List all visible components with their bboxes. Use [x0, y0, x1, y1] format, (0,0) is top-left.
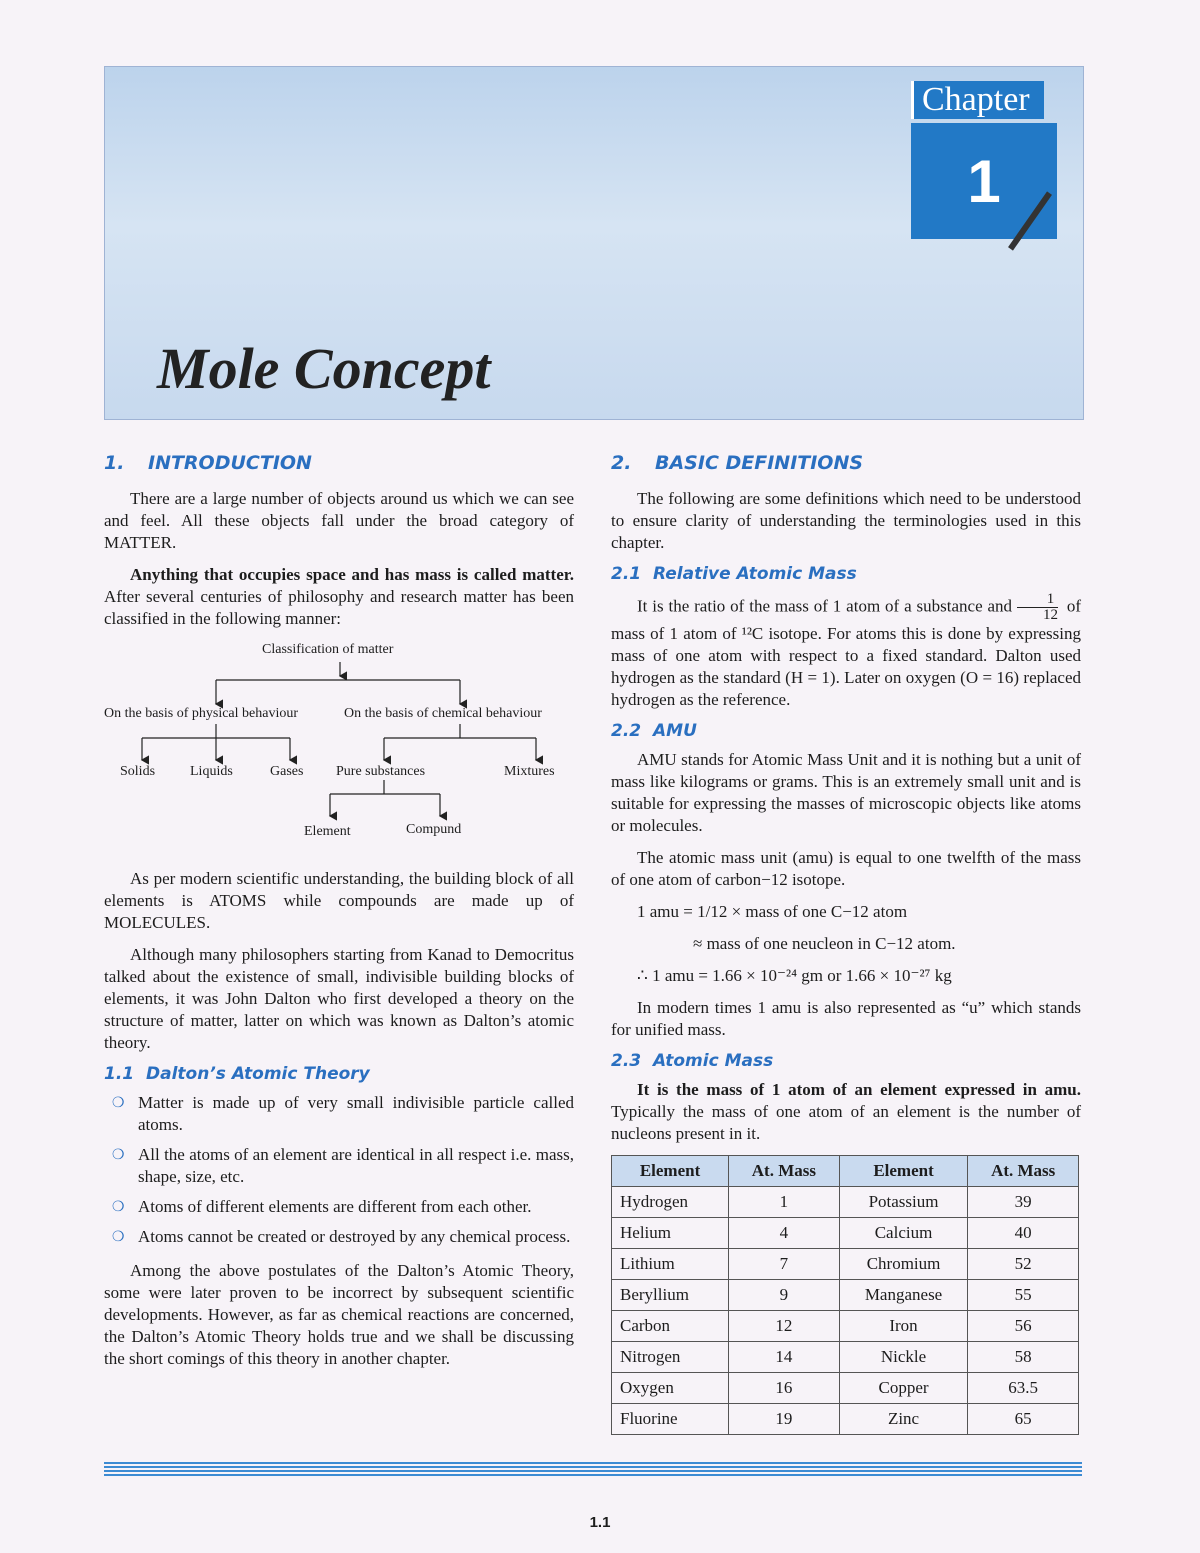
- section-number: 2.1: [611, 564, 642, 584]
- section-title: BASIC DEFINITIONS: [655, 452, 864, 474]
- intro-paragraph-4: Although many philosophers starting from Kanad to Democritus talked about the existence of small, indivisible building blocks of elements, it was John Dalton who first developed a theory on the structure of matter, latter on which was known as Dalton’s atomic theory.: [104, 945, 574, 1052]
- list-item: ❍ All the atoms of an element are identical in all respect i.e. mass, shape, size, etc.: [112, 1145, 574, 1186]
- relative-atomic-mass-paragraph: It is the ratio of the mass of 1 atom of a substance and $\frac{1}{12}$ of mass of 1 atom of ¹²C isotope. For atoms this is done by expressing mass of one atom with respect to a fixed standard. Dalton used hydrogen as the standard (H = 1). Later on oxygen (O = 16) replaced hydrogen as the reference.: [611, 591, 1082, 709]
- table-row: Oxygen 16 Copper 63.5: [612, 1373, 1079, 1404]
- section-number: 2.: [611, 452, 632, 474]
- amu-paragraph-1: AMU stands for Atomic Mass Unit and it is nothing but a unit of mass like kilograms or grams. This is an extremely small unit and is suitable for expressing the masses of microscopic objects like atoms or molecules.: [611, 750, 1081, 835]
- table-row: Carbon 12 Iron 56: [612, 1311, 1079, 1342]
- diagram-root: Classification of matter: [262, 642, 394, 657]
- section-heading-introduction: [104, 452, 574, 474]
- diagram-pure-substances: Pure substances: [336, 764, 426, 779]
- intro-paragraph-1: There are a large number of objects around us which we can see and feel. All these objects fall under the broad category of MATTER.: [104, 489, 574, 552]
- list-item: ❍ Atoms cannot be created or destroyed by any chemical process.: [112, 1227, 571, 1246]
- section-number: 1.: [104, 452, 125, 474]
- diagram-chemical: On the basis of chemical behaviour: [344, 706, 542, 721]
- table-header: Element: [612, 1156, 729, 1187]
- table-row: Helium 4 Calcium 40: [612, 1218, 1079, 1249]
- table-header-row: [612, 1156, 1079, 1187]
- matter-definition: Anything that occupies space and has mass is called matter.: [130, 565, 574, 584]
- table-header: Element: [839, 1156, 968, 1187]
- section-number: 2.3: [611, 1051, 642, 1071]
- chapter-number: 1: [911, 123, 1057, 239]
- section-heading-basic-definitions: [611, 452, 1081, 474]
- intro-paragraph-2-rest: After several centuries of philosophy and research matter has been classified in the following manner:: [104, 587, 574, 628]
- classification-diagram: [104, 640, 574, 852]
- diagram-physical: On the basis of physical behaviour: [104, 706, 299, 721]
- list-item: ❍ Matter is made up of very small indivisible particle called atoms.: [112, 1093, 574, 1134]
- fraction-one-twelfth: $\frac{1}{12}$: [1017, 592, 1058, 623]
- diagram-mixtures: Mixtures: [504, 764, 555, 779]
- diagram-compound: Compund: [406, 822, 462, 837]
- intro-paragraph-2: [104, 564, 574, 630]
- chapter-label: Chapter: [911, 81, 1044, 119]
- table-row: Nitrogen 14 Nickle 58: [612, 1342, 1079, 1373]
- diagram-gases: Gases: [270, 764, 304, 779]
- atomic-mass-definition: It is the mass of 1 atom of an element expressed in amu.: [637, 1080, 1081, 1099]
- atomic-mass-paragraph: It is the mass of 1 atom of an element expressed in amu. Typically the mass of one atom of an element is the number of nucleons present in it.: [611, 1080, 1081, 1143]
- section-heading-relative-atomic-mass: [611, 564, 1081, 584]
- table-row: Hydrogen 1 Potassium 39: [612, 1187, 1079, 1218]
- section-title: Dalton’s Atomic Theory: [146, 1064, 370, 1084]
- basic-intro-paragraph: The following are some definitions which need to be understood to ensure clarity of understanding the terminologies used in this chapter.: [611, 489, 1081, 552]
- section-number: 1.1: [104, 1064, 135, 1084]
- page-number: 1.1: [589, 1514, 611, 1531]
- section-heading-dalton: [104, 1064, 574, 1084]
- footer-rule: [104, 1462, 1082, 1476]
- chapter-title: Mole Concept: [157, 336, 491, 401]
- section-title: Atomic Mass: [653, 1051, 774, 1071]
- section-title: AMU: [653, 721, 697, 741]
- section-heading-amu: [611, 721, 1081, 741]
- section-title: INTRODUCTION: [148, 452, 312, 474]
- diagram-solids: Solids: [120, 764, 156, 779]
- table-header: At. Mass: [968, 1156, 1079, 1187]
- section-number: 2.2: [611, 721, 642, 741]
- section-heading-atomic-mass: [611, 1051, 1081, 1071]
- diagram-liquids: Liquids: [190, 764, 233, 779]
- list-item: ❍ Atoms of different elements are different from each other.: [112, 1197, 532, 1216]
- amu-paragraph-3: In modern times 1 amu is also represented as “u” which stands for unified mass.: [611, 998, 1081, 1039]
- table-row: Beryllium 9 Manganese 55: [612, 1280, 1079, 1311]
- chapter-banner: [104, 66, 1084, 420]
- circle-bullet-icon: ❍: [112, 1147, 125, 1163]
- intro-paragraph-3: As per modern scientific understanding, the building block of all elements is ATOMS while compounds are made up of MOLECULES.: [104, 869, 574, 932]
- section-title: Relative Atomic Mass: [653, 564, 857, 584]
- table-row: Lithium 7 Chromium 52: [612, 1249, 1079, 1280]
- circle-bullet-icon: ❍: [112, 1229, 125, 1245]
- table-row: Fluorine 19 Zinc 65: [612, 1404, 1079, 1435]
- amu-paragraph-2: The atomic mass unit (amu) is equal to one twelfth of the mass of one atom of carbon−12 isotope.: [611, 848, 1081, 889]
- amu-equation-2: ≈ mass of one neucleon in C−12 atom.: [693, 934, 956, 953]
- table-header: At. Mass: [729, 1156, 840, 1187]
- atomic-mass-table: [611, 1155, 1079, 1435]
- classification-connectors: [104, 640, 574, 852]
- right-column: [611, 452, 1081, 1435]
- amu-equation-1: 1 amu = 1/12 × mass of one C−12 atom: [637, 902, 908, 921]
- dalton-postulates: [104, 1092, 574, 1248]
- circle-bullet-icon: ❍: [112, 1199, 125, 1215]
- left-column: [104, 452, 574, 1380]
- dalton-closing-paragraph: Among the above postulates of the Dalton’s Atomic Theory, some were later proven to be incorrect by subsequent scientific developments. However, as far as chemical reactions are concerned, the Dalton’s Atomic Theory holds true and we shall be discussing the short comings of this theory in another chapter.: [104, 1261, 574, 1368]
- amu-equation-3: ∴ 1 amu = 1.66 × 10⁻²⁴ gm or 1.66 × 10⁻²⁷ kg: [637, 966, 952, 985]
- diagram-element: Element: [304, 824, 351, 839]
- circle-bullet-icon: ❍: [112, 1095, 125, 1111]
